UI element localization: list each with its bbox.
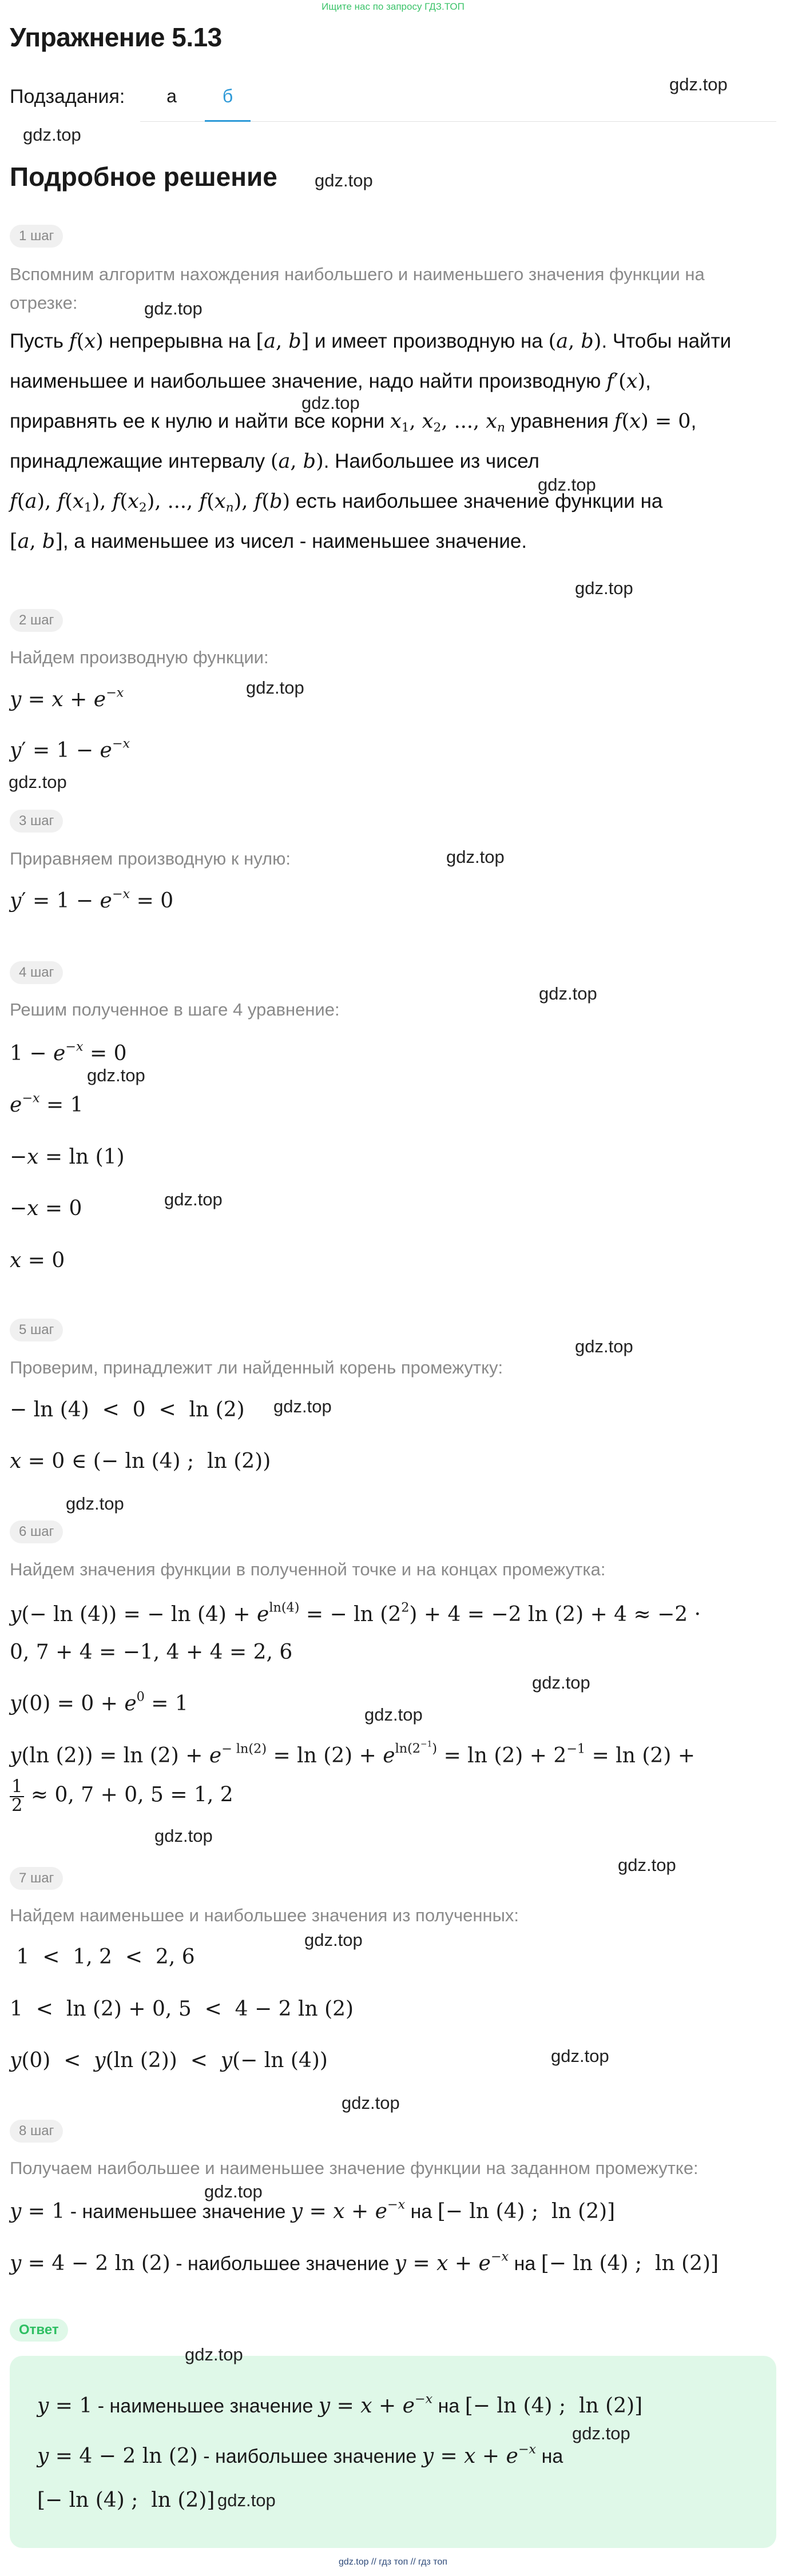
watermark: gdz.top xyxy=(246,678,304,698)
watermark: gdz.top xyxy=(185,2344,243,2364)
step-intro: Вспомним алгоритм нахождения наибольшего и наименьшего значения функции на отрезке: xyxy=(10,264,705,313)
watermark: gdz.top xyxy=(539,984,597,1004)
formula: $1 - e^{-x} = 0$ xyxy=(10,1039,127,1065)
step-badge: 1 шаг xyxy=(10,225,63,248)
watermark: gdz.top xyxy=(217,2490,276,2510)
theory-text: Пусть f(x) непрерывна на [a, b] и имеет производную на (a, b). Чтобы найти наименьшее и наибольшее значение, надо найти производную f′(x), приравнять ее к нулю и найти все корни $x_1$, $x_2$, ..., $x_n$ уравнения f(x) = 0, принадлежащие интервалу (a, b). Наибольшее из чисел f(a), $f(x_1)$, $f(x_2)$, ..., $f(x_n)$, f(b) есть наибольшее значение функции на [a, b], а наименьшее из чисел - наименьшее значение. xyxy=(10,330,732,553)
step-intro: Получаем наибольшее и наименьшее значение функции на заданном промежутке: xyxy=(10,2158,698,2178)
answer-max: y = 4 − 2 ln (2) - наибольшее значение $y = x + e^{-x}$ на xyxy=(37,2442,563,2468)
watermark: gdz.top xyxy=(342,2093,400,2113)
formula: 1 < ln (2) + 0, 5 < 4 − 2 ln (2) xyxy=(10,1997,354,2021)
step-badge: 7 шаг xyxy=(10,1867,63,1890)
watermark: gdz.top xyxy=(575,578,633,598)
footer-links[interactable]: gdz.top // гдз топ // гдз топ xyxy=(339,2557,447,2567)
watermark: gdz.top xyxy=(66,1494,124,1514)
formula: $y(0) = 0 + e^0 = 1$ xyxy=(10,1689,188,1715)
watermark: gdz.top xyxy=(572,2423,630,2443)
formula: y(ln $(2)) = \ln (2) + e^{- ln(2)} = \ln (2) + e^{ln(2^{-1})} = \ln (2) + 2^{-1} = \ln (2)$ + xyxy=(10,1739,695,1767)
formula: 1 < 1, 2 < 2, 6 xyxy=(10,1945,195,1969)
watermark: gdz.top xyxy=(23,125,81,145)
watermark: gdz.top xyxy=(532,1673,590,1693)
formula: x = 0 ∈ (− ln (4) ; ln (2)) xyxy=(10,1450,271,1473)
watermark: gdz.top xyxy=(9,772,67,792)
watermark: gdz.top xyxy=(144,298,203,318)
watermark: gdz.top xyxy=(364,1705,423,1725)
formula: x = 0 xyxy=(10,1249,65,1272)
step-intro: Приравняем производную к нулю: xyxy=(10,849,291,869)
step-intro: Решим полученное в шаге 4 уравнение: xyxy=(10,1000,340,1020)
result-min: y = 1 - наименьшее значение $y = x + e^{-x}$ на [− ln (4) ; ln (2)] xyxy=(10,2197,616,2223)
step-badge: 2 шаг xyxy=(10,609,63,632)
step-badge: 6 шаг xyxy=(10,1520,63,1543)
subtasks-label: Подзадания: xyxy=(10,86,125,108)
watermark: gdz.top xyxy=(315,170,373,190)
formula: y(0) < y(ln (2)) < y(− ln (4)) xyxy=(10,2049,328,2072)
watermark: gdz.top xyxy=(551,2046,609,2066)
tab-b[interactable]: б xyxy=(222,86,233,106)
formula: y(− ln (4)) = − $\ln (4) + e^{ln(4)}$ = − $\ln (2^2) + 4 = -2$ ln (2) + 4 ≈ −2 · xyxy=(10,1600,701,1626)
answer-badge: Ответ xyxy=(10,2319,68,2342)
formula: − ln (4) < 0 < ln (2) xyxy=(10,1398,245,1422)
formula: $y' = 1 - e^{-x}$ xyxy=(10,736,130,762)
formula: $y = x + e^{-x}$ xyxy=(10,685,124,711)
formula: $e^{-x} = 1$ xyxy=(10,1090,84,1117)
answer-min: y = 1 - наименьшее значение $y = x + e^{-x}$ на [− ln (4) ; ln (2)] xyxy=(37,2391,643,2418)
watermark: gdz.top xyxy=(618,1855,676,1875)
result-max: y = 4 − 2 ln (2) - наибольшее значение $y = x + e^{-x}$ на [− ln (4) ; ln (2)] xyxy=(10,2249,719,2275)
watermark: gdz.top xyxy=(164,1189,223,1209)
watermark: gdz.top xyxy=(304,1930,363,1950)
step-badge: 8 шаг xyxy=(10,2120,63,2143)
page-title: Упражнение 5.13 xyxy=(10,22,222,52)
step-intro: Найдем производную функции: xyxy=(10,647,269,667)
active-tab-indicator xyxy=(205,120,251,122)
formula: −x = 0 xyxy=(10,1197,82,1220)
watermark: gdz.top xyxy=(538,475,596,495)
formula: $\frac{1}{2}$ ≈ 0, 7 + 0, 5 = 1, 2 xyxy=(10,1778,776,1814)
step-badge: 5 шаг xyxy=(10,1319,63,1341)
formula: −x = ln (1) xyxy=(10,1145,125,1169)
formula: 0, 7 + 4 = −1, 4 + 4 = 2, 6 xyxy=(10,1641,293,1664)
watermark: gdz.top xyxy=(154,1826,213,1846)
watermark: gdz.top xyxy=(301,393,360,413)
tab-a[interactable]: а xyxy=(166,86,177,106)
step-intro: Проверим, принадлежит ли найденный корень промежутку: xyxy=(10,1357,503,1377)
watermark: gdz.top xyxy=(273,1396,332,1416)
step-badge: 4 шаг xyxy=(10,961,63,984)
watermark: gdz.top xyxy=(446,847,505,867)
step-intro: Найдем наименьшее и наибольшее значения из полученных: xyxy=(10,1905,519,1925)
solution-heading: Подробное решение xyxy=(10,162,277,192)
step-intro: Найдем значения функции в полученной точке и на концах промежутка: xyxy=(10,1559,606,1579)
step-badge: 3 шаг xyxy=(10,810,63,833)
search-hint: Ищите нас по запросу ГДЗ.ТОП xyxy=(321,1,465,12)
answer-interval: [− ln (4) ; ln (2)] xyxy=(37,2489,215,2512)
watermark: gdz.top xyxy=(204,2181,263,2201)
watermark: gdz.top xyxy=(669,74,728,94)
watermark: gdz.top xyxy=(575,1336,633,1356)
formula: $y' = 1 - e^{-x} = 0$ xyxy=(10,886,174,913)
watermark: gdz.top xyxy=(87,1065,145,1085)
